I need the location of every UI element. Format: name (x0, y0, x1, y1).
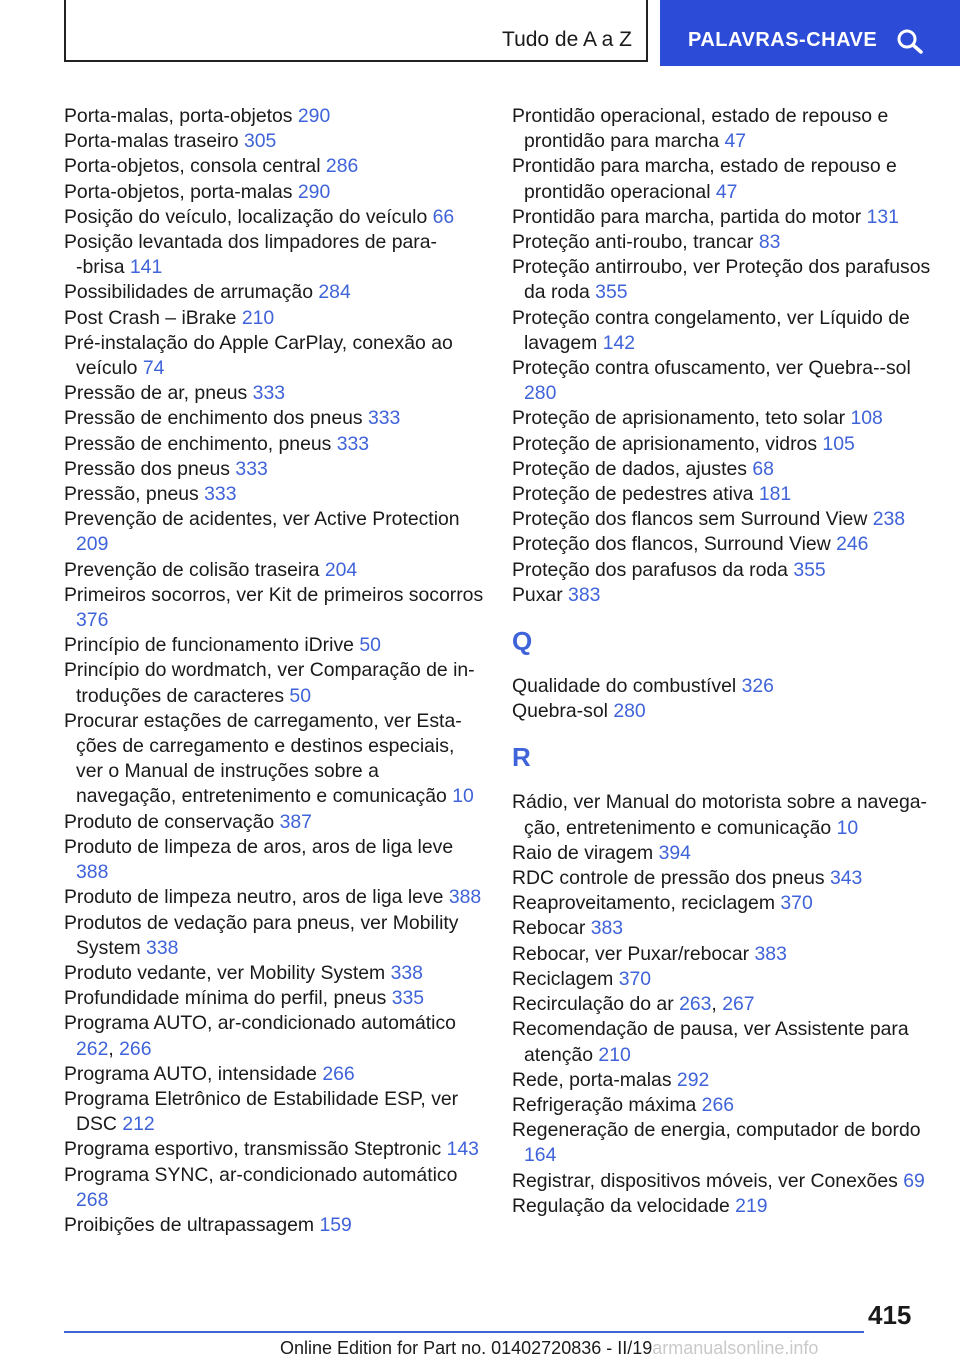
index-entry-text: Produto de conservação (64, 810, 280, 833)
tab-keywords-label: PALAVRAS-CHAVE (688, 29, 878, 51)
index-entry (64, 129, 484, 154)
tab-keywords[interactable] (660, 0, 960, 66)
index-entry-text: Posição do veículo, localização do veículo (64, 205, 433, 228)
index-entry-text: Pressão, pneus (64, 483, 205, 506)
page-link[interactable]: 355 (793, 558, 826, 581)
index-column-right (512, 104, 932, 1219)
index-entry-text: Prontidão para marcha, partida do motor (512, 205, 867, 228)
index-entry (64, 280, 484, 305)
index-entry-text: Pressão de ar, pneus (64, 382, 253, 405)
index-entry: Programa AUTO, ar-condicionado automático 262, 266 (64, 1012, 456, 1060)
page-link[interactable]: 262 (76, 1037, 109, 1060)
index-entry-text: Proteção antirroubo, ver Proteção dos parafusos da roda (512, 256, 931, 304)
page-link[interactable]: 376 (76, 609, 109, 632)
index-entry (512, 1017, 932, 1067)
index-entry (64, 180, 484, 205)
page-link[interactable]: 383 (590, 917, 624, 940)
page-link[interactable]: 326 (741, 675, 774, 698)
page-link[interactable]: 50 (289, 684, 311, 707)
index-entry (512, 699, 932, 724)
index-entry (64, 457, 484, 482)
index-entry (64, 633, 484, 658)
page-link[interactable]: 266 (322, 1062, 355, 1085)
index-entry (64, 406, 484, 431)
footer (280, 1338, 818, 1359)
index-entry-text: Primeiros socorros, ver Kit de primeiros socorros (64, 583, 484, 606)
index-entry (64, 1137, 484, 1162)
index-entry (512, 1169, 932, 1194)
index-entry-text: Prevenção de colisão traseira (64, 558, 325, 581)
page-link[interactable]: 333 (252, 382, 286, 405)
index-entry (512, 457, 932, 482)
index-entry-text: Programa esportivo, transmissão Steptronic (64, 1138, 447, 1161)
page-link[interactable]: 388 (76, 861, 109, 884)
page-link[interactable]: 68 (752, 457, 774, 480)
page-link[interactable]: 143 (446, 1138, 479, 1161)
index-entry (64, 381, 484, 406)
index-entry-text: Prevenção de acidentes, ver Active Protection (64, 508, 460, 531)
index-entry-text: Proteção dos flancos, Surround View (512, 533, 837, 556)
page-link[interactable]: 333 (235, 457, 268, 480)
page-link[interactable]: 66 (432, 205, 455, 228)
index-letter-heading: Q (512, 626, 533, 657)
page-link[interactable]: 210 (598, 1043, 631, 1066)
index-entry-text: Recirculação do ar (512, 993, 680, 1016)
page-link[interactable]: 69 (903, 1169, 925, 1192)
page-link[interactable]: 333 (367, 407, 401, 430)
index-entry-text: Proteção de pedestres ativa (512, 483, 759, 506)
index-entry-text: Porta-malas traseiro (64, 130, 244, 153)
index-entry-text: Posição levantada dos limpadores de para-‑brisa (64, 231, 437, 279)
footer-watermark: armanualsonline.info (652, 1338, 819, 1358)
index-entry-text: Proteção de aprisionamento, teto solar (512, 407, 851, 430)
index-entry (512, 674, 932, 699)
index-column-left (64, 104, 484, 1238)
index-entry-text: Porta-malas, porta-objetos (64, 105, 298, 127)
index-entry: Recirculação do ar 263, 267 (512, 993, 755, 1016)
index-entry (512, 866, 932, 891)
index-entry (512, 230, 932, 255)
index-entry (64, 154, 484, 179)
index-entry-text: Reciclagem (512, 967, 619, 990)
page-link[interactable]: 388 (448, 886, 482, 909)
index-entry (512, 558, 932, 583)
index-entry-text: Recomendação de pausa, ver Assistente para atenção (512, 1018, 909, 1066)
index-entry (512, 532, 932, 557)
index-entry (64, 810, 484, 835)
index-entry-text: Princípio de funcionamento iDrive (64, 634, 360, 657)
index-entry-text: Proteção contra congelamento, ver Líquido de lavagem (512, 306, 910, 354)
index-entry-text: Proteção anti-roubo, trancar (512, 231, 759, 254)
page-link[interactable]: 383 (754, 942, 787, 965)
index-entry-text: Pré-instalação do Apple CarPlay, conexão ao veículo (64, 331, 453, 380)
index-entry-text: Produto de limpeza de aros, aros de liga leve (64, 835, 454, 858)
index-entry-text: RDC controle de pressão dos pneus (512, 867, 830, 890)
page-link[interactable]: 210 (241, 306, 275, 329)
index-entry (64, 104, 484, 129)
index-entry-text: Proteção dos flancos sem Surround View (512, 508, 873, 531)
page-link[interactable]: 338 (146, 936, 179, 959)
page-link[interactable]: 280 (524, 382, 557, 405)
page-link[interactable]: 212 (122, 1113, 155, 1136)
index-entry-text: Procurar estações de carregamento, ver Estações de carregamento e destinos especiais, ver o Manual de instruções sobre a navegação, entretenimento e comunicação (64, 709, 462, 808)
page-link[interactable]: 50 (359, 634, 381, 657)
page-link[interactable]: 159 (319, 1213, 352, 1236)
footer-edition-text: Online Edition for Part no. 01402720836 - II/19 (280, 1338, 653, 1358)
index-entry-text: Regulação da velocidade (512, 1194, 736, 1217)
index-entry (64, 1087, 484, 1137)
page-link[interactable]: 394 (658, 841, 691, 864)
index-entry (512, 942, 932, 967)
index-entry (64, 1213, 484, 1238)
index-entry (512, 406, 932, 431)
page-link[interactable]: 141 (129, 256, 163, 279)
index-entry (64, 961, 484, 986)
page-link[interactable]: 83 (758, 231, 781, 254)
index-entry (64, 835, 484, 885)
index-entry-text: Profundidade mínima do perfil, pneus (64, 987, 392, 1010)
page-link[interactable]: 383 (568, 583, 601, 606)
index-entry (64, 306, 484, 331)
index-entry (512, 104, 932, 154)
page-link[interactable]: 267 (722, 993, 755, 1016)
index-entry-text: Programa SYNC, ar-condicionado automático (64, 1163, 458, 1186)
header-tabs (0, 0, 960, 66)
index-entry-text: Proteção contra ofuscamento, ver Quebra-‑sol (512, 357, 911, 380)
page-link[interactable]: 238 (872, 508, 906, 531)
page-link[interactable]: 164 (524, 1144, 557, 1167)
page-link[interactable]: 355 (595, 281, 628, 304)
index-entry (64, 205, 484, 230)
index-entry-text: Produto de limpeza neutro, aros de liga leve (64, 886, 449, 909)
index-entry (512, 154, 932, 204)
index-entry-text: Rebocar, ver Puxar/rebocar (512, 942, 755, 965)
index-entry (64, 986, 484, 1011)
index-entry (64, 1163, 484, 1213)
index-entry-text: Programa Eletrônico de Estabilidade ESP, ver DSC (64, 1087, 459, 1136)
index-entry-text: Pressão de enchimento dos pneus (64, 407, 368, 430)
index-entry (512, 841, 932, 866)
page-link[interactable]: 246 (836, 533, 869, 556)
index-entry (512, 583, 932, 608)
index-entry-text: Proibições de ultrapassagem (64, 1213, 320, 1236)
page-link[interactable]: 105 (822, 432, 855, 455)
page-link[interactable]: 343 (829, 867, 863, 890)
index-entry-text: Rádio, ver Manual do motorista sobre a navegação, entretenimento e comunicação (512, 791, 927, 839)
index-entry-text: Pressão dos pneus (64, 457, 236, 480)
index-entry (64, 583, 484, 633)
index-entry-text: Prontidão operacional, estado de repouso e prontidão para marcha (512, 105, 889, 153)
index-entry (512, 255, 932, 305)
page-link[interactable]: 131 (866, 205, 899, 228)
index-entry-text: Puxar (512, 583, 569, 606)
index-entry-text: Refrigeração máxima (512, 1093, 702, 1116)
index-entry-text: Prontidão para marcha, estado de repouso e prontidão operacional (512, 155, 897, 203)
index-entry-text: Rede, porta-malas (512, 1068, 677, 1091)
index-entry-text: Post Crash – iBrake (64, 306, 242, 329)
tab-a-to-z-label: Tudo de A a Z (502, 28, 632, 51)
page-link[interactable]: 370 (780, 892, 813, 915)
index-entry-text: Qualidade do combustível (512, 675, 742, 698)
page-link[interactable]: 47 (724, 130, 747, 153)
index-entry (512, 916, 932, 941)
page-link[interactable]: 263 (679, 993, 712, 1016)
page-link[interactable]: 305 (243, 130, 277, 153)
page-number: 415 (868, 1300, 912, 1330)
index-entry-text: Proteção de aprisionamento, vidros (512, 432, 823, 455)
footer-divider (64, 1331, 864, 1333)
search-icon[interactable] (896, 28, 924, 54)
index-entry (512, 790, 932, 840)
page-link[interactable]: 266 (701, 1093, 735, 1116)
index-entry (64, 1062, 484, 1087)
index-entry (64, 885, 484, 910)
index-entry (64, 331, 484, 381)
index-entry-text: Proteção dos parafusos da roda (512, 558, 794, 581)
index-entry-text: Raio de viragem (512, 841, 659, 864)
page-link[interactable]: 387 (279, 810, 312, 833)
page-link[interactable]: 335 (391, 987, 425, 1010)
page-link[interactable]: 108 (850, 407, 883, 430)
index-entry (512, 967, 932, 992)
index-entry-text: Produto vedante, ver Mobility System (64, 961, 391, 984)
page-link[interactable]: 266 (119, 1037, 152, 1060)
page-link[interactable]: 204 (324, 558, 358, 581)
page-link[interactable]: 284 (318, 281, 351, 304)
page-link[interactable]: 338 (390, 961, 423, 984)
page-link[interactable]: 10 (836, 816, 859, 839)
index-entry (512, 356, 932, 406)
index-entry-text: Possibilidades de arrumação (64, 281, 319, 304)
page-link[interactable]: 333 (336, 432, 370, 455)
index-entry (512, 1093, 932, 1118)
index-entry (64, 709, 484, 810)
index-entry-text: Pressão de enchimento, pneus (64, 432, 337, 455)
index-entry (512, 507, 932, 532)
index-entry (64, 558, 484, 583)
index-entry (512, 482, 932, 507)
page-link[interactable]: 209 (76, 533, 109, 556)
index-entry (64, 507, 484, 557)
page-link[interactable]: 280 (613, 700, 646, 723)
page-link[interactable]: 142 (602, 331, 636, 354)
page-link[interactable]: 219 (735, 1194, 768, 1217)
index-entry (64, 482, 484, 507)
page-link[interactable]: 268 (76, 1188, 109, 1211)
index-entry-text: Proteção de dados, ajustes (512, 457, 753, 480)
page-link[interactable]: 181 (758, 483, 792, 506)
index-entry-text: Porta-objetos, consola central (64, 155, 326, 178)
index-entry-text: Porta-objetos, porta-malas (64, 180, 298, 203)
page-link[interactable]: 333 (204, 483, 237, 506)
index-entry (512, 891, 932, 916)
index-entry-text: Registrar, dispositivos móveis, ver Conexões (512, 1169, 904, 1192)
index-entry (512, 205, 932, 230)
index-entry-text: Quebra-sol (512, 700, 614, 723)
page-link[interactable]: 74 (142, 357, 165, 380)
index-entry-text: Reaproveitamento, reciclagem (512, 892, 781, 915)
page-link[interactable]: 286 (325, 155, 359, 178)
page-link[interactable]: 47 (715, 180, 738, 203)
index-entry (512, 1118, 932, 1168)
index-entry-text: Rebocar (512, 917, 591, 940)
page-link[interactable]: 290 (297, 180, 331, 203)
index-entry-text: Princípio do wordmatch, ver Comparação de introduções de caracteres (64, 659, 475, 707)
index-entry-text: Produtos de vedação para pneus, ver Mobility System (64, 911, 459, 959)
page-link[interactable]: 10 (452, 785, 474, 808)
index-entry (512, 306, 932, 356)
index-entry-text: Programa AUTO, intensidade (64, 1062, 323, 1085)
index-entry (64, 230, 484, 280)
index-letter-heading: R (512, 742, 531, 773)
page-link[interactable]: 290 (297, 105, 331, 127)
tab-a-to-z[interactable] (64, 0, 648, 62)
index-entry (64, 432, 484, 457)
page-link[interactable]: 292 (676, 1068, 710, 1091)
index-entry (512, 1194, 932, 1219)
page-link[interactable]: 370 (618, 967, 652, 990)
index-entry (64, 658, 484, 708)
index-entry (512, 432, 932, 457)
index-entry-text: Programa AUTO, ar-condicionado automático (64, 1012, 456, 1035)
index-entry (64, 911, 484, 961)
index-entry-text: Regeneração de energia, computador de bordo (512, 1119, 921, 1142)
index-entry (512, 1068, 932, 1093)
